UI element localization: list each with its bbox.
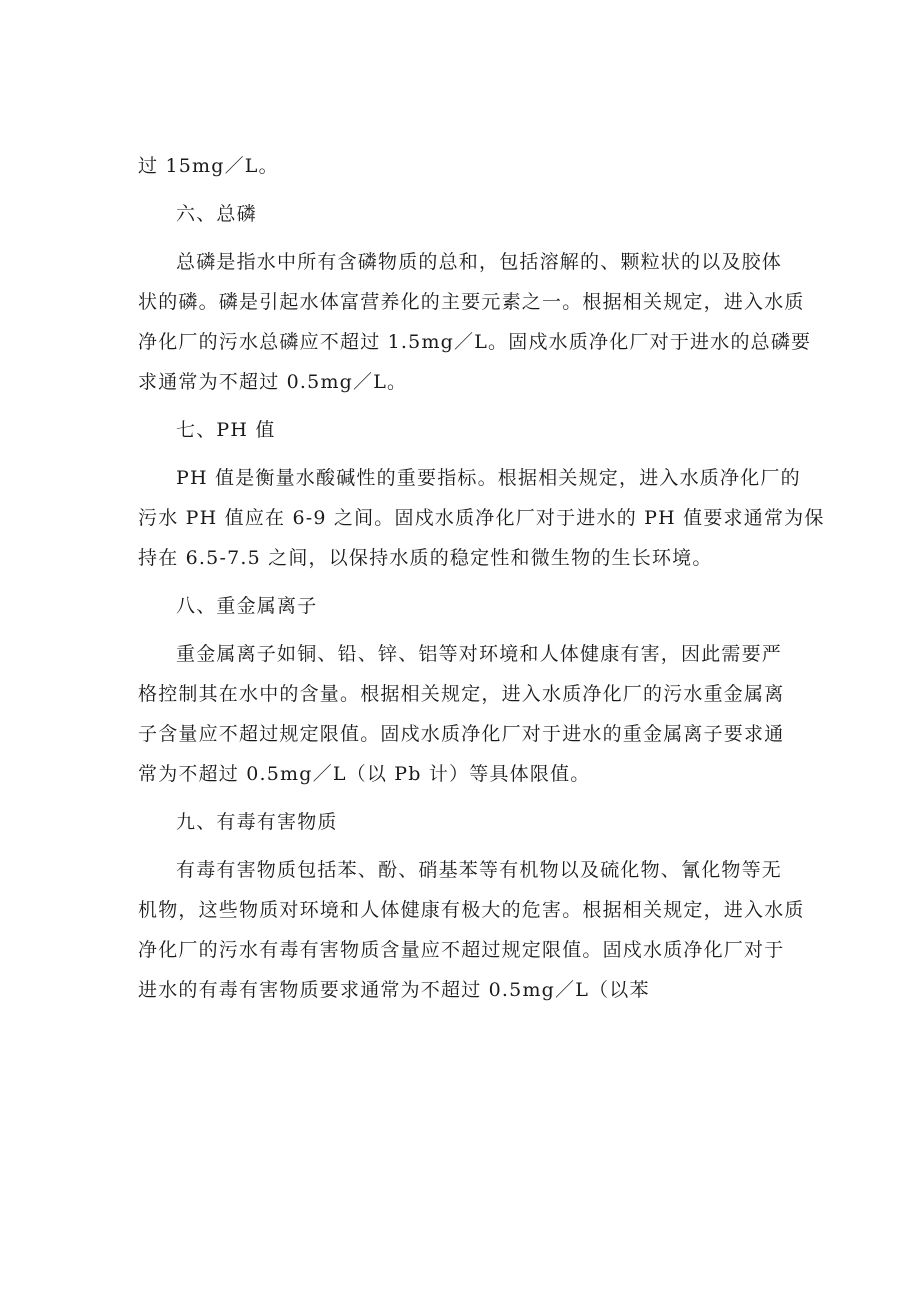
paragraph-total-phosphorus (138, 242, 812, 402)
paragraph-heavy-metal-ions (138, 634, 786, 794)
paragraph-line: 求通常为不超过 0.5mg／L。 (138, 371, 408, 393)
paragraph-toxic-substances (138, 850, 805, 1010)
paragraph-line: PH 值是衡量水酸碱性的重要指标。根据相关规定，进入水质净化厂的 (176, 467, 801, 489)
paragraph-line: 有毒有害物质包括苯、酚、硝基苯等有机物以及硫化物、氰化物等无 (176, 859, 783, 881)
paragraph-ph-value (138, 458, 825, 578)
paragraph-line: 常为不超过 0.5mg／L（以 Pb 计）等具体限值。 (138, 763, 591, 785)
paragraph-line: 格控制其在水中的含量。根据相关规定，进入水质净化厂的污水重金属离 (138, 683, 785, 705)
paragraph-line: 子含量应不超过规定限值。固戍水质净化厂对于进水的重金属离子要求通 (138, 723, 785, 745)
section-heading-total-phosphorus: 六、总磷 (176, 203, 257, 225)
paragraph-line: 总磷是指水中所有含磷物质的总和，包括溶解的、颗粒状的以及胶体 (176, 251, 783, 273)
paragraph-line: 机物，这些物质对环境和人体健康有极大的危害。根据相关规定，进入水质 (138, 899, 805, 921)
paragraph-line: 状的磷。磷是引起水体富营养化的主要元素之一。根据相关规定，进入水质 (138, 291, 805, 313)
paragraph-line: 净化厂的污水总磷应不超过 1.5mg／L。固戍水质净化厂对于进水的总磷要 (138, 331, 812, 353)
paragraph-line: 重金属离子如铜、铅、锌、铝等对环境和人体健康有害，因此需要严 (176, 643, 783, 665)
paragraph-line: 污水 PH 值应在 6-9 之间。固戍水质净化厂对于进水的 PH 值要求通常为保 (138, 507, 825, 529)
intro-line: 过 15mg／L。 (138, 155, 279, 177)
document-body (138, 146, 825, 1010)
paragraph-line: 持在 6.5-7.5 之间，以保持水质的稳定性和微生物的生长环境。 (138, 547, 713, 569)
paragraph-line: 净化厂的污水有毒有害物质含量应不超过规定限值。固戍水质净化厂对于 (138, 939, 785, 961)
section-heading-toxic-substances: 九、有毒有害物质 (176, 811, 338, 833)
paragraph-line: 进水的有毒有害物质要求通常为不超过 0.5mg／L（以苯 (138, 979, 650, 1001)
section-heading-ph-value: 七、PH 值 (176, 419, 276, 441)
section-heading-heavy-metal-ions: 八、重金属离子 (176, 595, 318, 617)
